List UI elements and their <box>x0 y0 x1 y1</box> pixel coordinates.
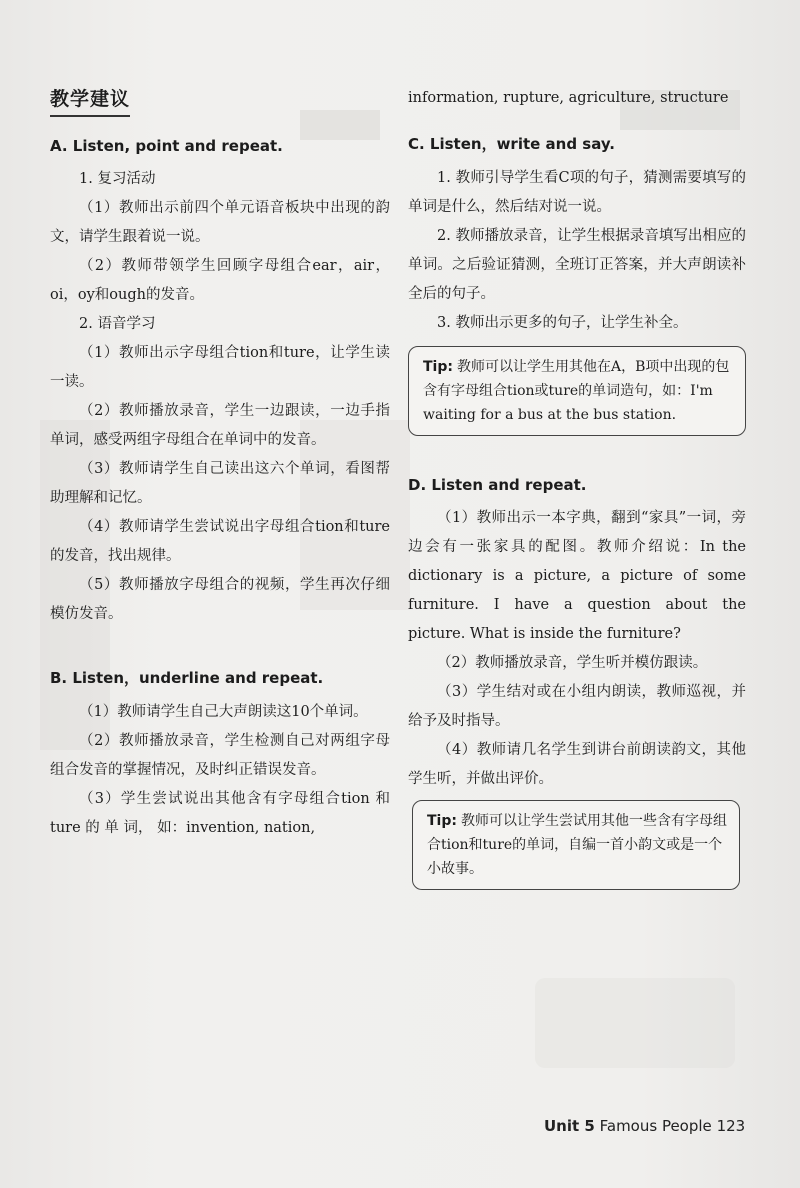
paragraph: （2）教师播放录音，学生一边跟读，一边手指单词，感受两组字母组合在单词中的发音。 <box>50 403 390 448</box>
page-footer <box>544 1117 745 1135</box>
right-column <box>408 84 746 890</box>
left-column <box>50 84 390 843</box>
footer-unit: Unit 5 <box>544 1117 595 1135</box>
section-heading: 教学建议 <box>50 84 130 117</box>
tip-label: Tip: <box>427 813 457 829</box>
section-a-title: A. Listen, point and repeat. <box>50 137 283 155</box>
paragraph: 2. 语音学习 <box>79 316 156 332</box>
section-c-title: C. Listen，write and say. <box>408 135 615 153</box>
paragraph: （1）教师出示字母组合tion和ture，让学生读一读。 <box>50 345 390 390</box>
paragraph: 1. 复习活动 <box>79 171 156 187</box>
tip-label: Tip: <box>423 359 453 375</box>
continued-paragraph: information, rupture, agriculture, structure <box>408 90 729 106</box>
section-b-title: B. Listen，underline and repeat. <box>50 669 324 687</box>
paragraph: （5）教师播放字母组合的视频，学生再次仔细模仿发音。 <box>50 577 390 622</box>
tip-text: 教师可以让学生尝试用其他一些含有字母组合tion和ture的单词，自编一首小韵文或是一个小故事。 <box>427 813 727 877</box>
section-d-title: D. Listen and repeat. <box>408 476 587 494</box>
paragraph: （1）教师请学生自己大声朗读这10个单词。 <box>79 704 368 720</box>
tip-box <box>412 800 740 890</box>
paragraph: （2）教师播放录音，学生检测自己对两组字母组合发音的掌握情况，及时纠正错误发音。 <box>50 733 390 778</box>
tip-box <box>408 346 746 436</box>
page-number: 123 <box>716 1117 746 1135</box>
bleed-through-box <box>535 978 735 1068</box>
paragraph: 3. 教师出示更多的句子，让学生补全。 <box>437 315 688 331</box>
paragraph: （3）教师请学生自己读出这六个单词，看图帮助理解和记忆。 <box>50 461 390 506</box>
paragraph: （3）学生结对或在小组内朗读，教师巡视，并给予及时指导。 <box>408 684 746 729</box>
paragraph: 2. 教师播放录音，让学生根据录音填写出相应的单词。之后验证猜测，全班订正答案，并大声朗读补全后的句子。 <box>408 228 746 302</box>
paragraph: （2）教师带领学生回顾字母组合ear，air，oi，oy和ough的发音。 <box>50 258 390 303</box>
paragraph: （1）教师出示一本字典，翻到“家具”一词，旁边会有一张家具的配图。教师介绍说：In the dictionary is a picture, a picture of some furniture. I have a question about the picture. What is inside the furniture? <box>408 510 746 642</box>
footer-title: Famous People <box>599 1117 712 1135</box>
tip-text: 教师可以让学生用其他在A，B项中出现的包含有字母组合tion或ture的单词造句，如：I'm waiting for a bus at the bus station. <box>423 359 730 423</box>
paragraph: （2）教师播放录音，学生听并模仿跟读。 <box>437 655 708 671</box>
paragraph: （1）教师出示前四个单元语音板块中出现的韵文，请学生跟着说一说。 <box>50 200 390 245</box>
paragraph: （3）学生尝试说出其他含有字母组合tion 和 ture 的 单 词， 如：invention, nation, <box>50 791 390 836</box>
paragraph: （4）教师请几名学生到讲台前朗读韵文，其他学生听，并做出评价。 <box>408 742 746 787</box>
paragraph: 1. 教师引导学生看C项的句子，猜测需要填写的单词是什么，然后结对说一说。 <box>408 170 746 215</box>
paragraph: （4）教师请学生尝试说出字母组合tion和ture的发音，找出规律。 <box>50 519 390 564</box>
